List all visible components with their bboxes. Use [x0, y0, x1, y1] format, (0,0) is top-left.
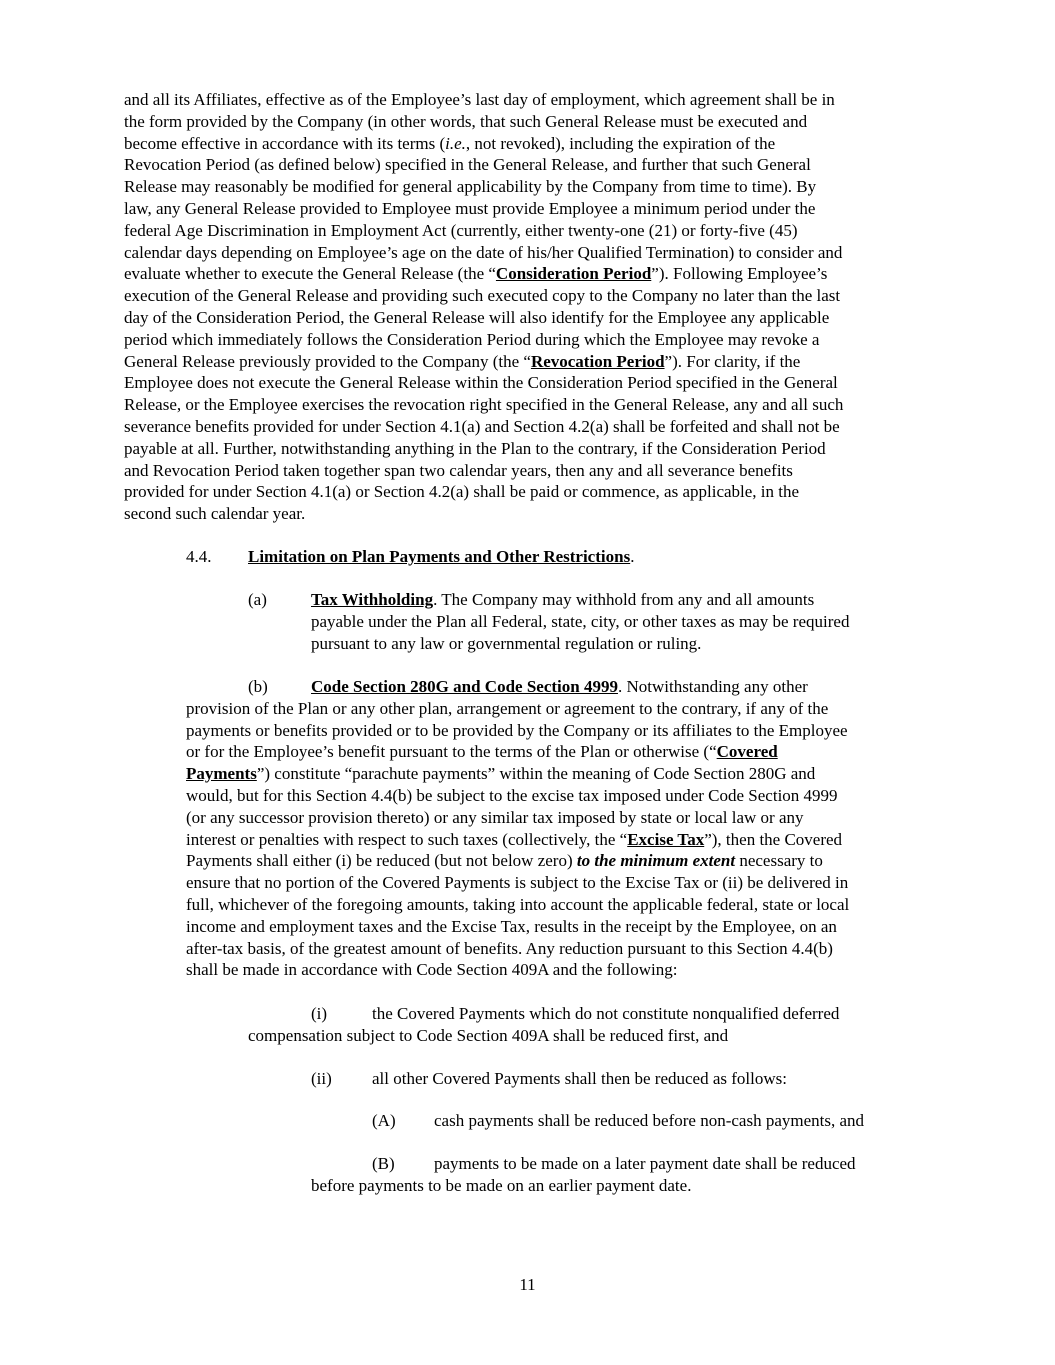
- text-line: [311, 633, 849, 655]
- text-line: [186, 546, 634, 568]
- text-line: [186, 676, 849, 698]
- text-run: . The Company may withhold from any and all amounts: [433, 590, 815, 609]
- text-run: evaluate whether to execute the General Release (the “: [124, 264, 496, 284]
- section-label: (a): [248, 590, 267, 609]
- text-run: General Release previously provided to the Company (the “: [124, 351, 531, 371]
- defined-term: Consideration Period: [495, 264, 652, 284]
- text-line: [124, 198, 843, 220]
- text-line: [186, 763, 849, 785]
- text-line: [124, 503, 843, 525]
- text-line: [186, 959, 849, 981]
- text-line: [311, 1175, 856, 1197]
- subsection-a-tax-withholding: [248, 589, 849, 654]
- text-run: payments to be made on a later payment date shall be reduced: [434, 1154, 856, 1173]
- subsection-b-code-section-280g: [186, 676, 849, 981]
- text-run: interest or penalties with respect to such taxes (collectively, the “: [186, 829, 628, 849]
- section-label: 4.4.: [186, 547, 212, 566]
- text-run: law, any General Release provided to Employee must provide Employee a minimum period under the: [124, 198, 816, 218]
- emphasis-text: to the minimum extent: [576, 851, 736, 871]
- text-line: [124, 438, 843, 460]
- text-run: second such calendar year.: [124, 504, 306, 524]
- text-line: [186, 807, 849, 829]
- text-run: calendar days depending on Employee’s age on the date of his/her Qualified Termination) to consider and: [124, 242, 843, 262]
- text-run: or for the Employee’s benefit pursuant to the terms of the Plan or otherwise (“: [186, 742, 717, 762]
- text-run: all other Covered Payments shall then be reduced as follows:: [372, 1069, 787, 1088]
- text-line: [372, 1110, 864, 1132]
- text-run: shall be made in accordance with Code Section 409A and the following:: [186, 960, 678, 980]
- text-run: ”) constitute “parachute payments” within the meaning of Code Section 280G and: [256, 764, 816, 784]
- section-4-4-heading: [186, 546, 634, 568]
- subsection-body: [311, 589, 849, 654]
- text-line: [248, 1003, 839, 1025]
- text-line: [124, 242, 843, 264]
- text-run: ”). For clarity, if the: [664, 351, 801, 371]
- text-run: would, but for this Section 4.4(b) be subject to the excise tax imposed under Code Section 4999: [186, 785, 838, 805]
- text-run: and Revocation Period taken together span two calendar years, then any and all severance benefits: [124, 460, 793, 480]
- clause-ii: [311, 1068, 787, 1090]
- text-line: [186, 741, 849, 763]
- text-run: necessary to: [735, 851, 823, 871]
- section-label: (A): [372, 1111, 396, 1130]
- clause-A: [372, 1110, 864, 1132]
- text-run: ”), then the Covered: [704, 829, 843, 849]
- text-run: become effective in accordance with its terms (: [124, 133, 446, 153]
- text-line: [124, 481, 843, 503]
- text-line: [186, 850, 849, 872]
- defined-term: Limitation on Plan Payments and Other Restrictions: [248, 547, 631, 566]
- text-run: .: [630, 547, 635, 566]
- page-number: 11: [519, 1275, 536, 1294]
- text-run: the Covered Payments which do not constitute nonqualified deferred: [372, 1004, 840, 1023]
- text-line: [124, 176, 843, 198]
- text-line: [248, 1025, 839, 1047]
- text-run: (or any successor provision thereto) or any similar tax imposed by state or local law or any: [186, 807, 804, 827]
- text-line: [124, 329, 843, 351]
- section-label: (B): [372, 1154, 395, 1173]
- text-line: [186, 829, 849, 851]
- text-run: Revocation Period (as defined below) specified in the General Release, and further that such General: [124, 155, 811, 175]
- text-run: ”). Following Employee’s: [651, 264, 828, 284]
- text-run: provided for under Section 4.1(a) or Section 4.2(a) shall be paid or commence, as applicable, in the: [124, 482, 800, 502]
- text-run: Employee does not execute the General Release within the Consideration Period specified in the General: [124, 373, 838, 393]
- text-line: [186, 894, 849, 916]
- text-run: Release, or the Employee exercises the revocation right specified in the General Release, any and all such: [124, 395, 844, 415]
- text-line: [124, 351, 843, 373]
- text-line: [311, 1153, 856, 1175]
- text-line: [124, 307, 843, 329]
- text-run: day of the Consideration Period, the General Release will also identify for the Employee any applicable: [124, 307, 830, 327]
- text-line: [311, 1068, 787, 1090]
- text-run: payable under the Plan all Federal, state, city, or other taxes as may be required: [311, 611, 850, 631]
- paragraph-general-release: [124, 89, 843, 525]
- section-label: (b): [248, 677, 268, 696]
- text-line: [124, 460, 843, 482]
- clause-i: [248, 1003, 839, 1047]
- text-run: full, whichever of the foregoing amounts, taking into account the applicable federal, state or local: [186, 894, 850, 914]
- text-line: [186, 938, 849, 960]
- section-label: (i): [311, 1004, 328, 1023]
- defined-term: Excise Tax: [627, 829, 705, 849]
- text-line: [186, 916, 849, 938]
- text-line: [124, 89, 843, 111]
- text-run: and all its Affiliates, effective as of the Employee’s last day of employment, which agreement shall be in: [124, 90, 835, 109]
- text-run: provision of the Plan or any other plan, arrangement or agreement to the contrary, if any of the: [186, 698, 829, 718]
- text-run: income and employment taxes and the Excise Tax, results in the receipt by the Employee, on an: [186, 916, 837, 936]
- text-line: [186, 785, 849, 807]
- defined-term: Covered: [716, 742, 778, 762]
- defined-term: Code Section 280G and Code Section 4999: [311, 677, 618, 696]
- text-line: [124, 263, 843, 285]
- text-line: [124, 416, 843, 438]
- text-run: period which immediately follows the Consideration Period during which the Employee may revoke a: [124, 329, 820, 349]
- defined-term: Tax Withholding: [311, 590, 434, 609]
- text-run: federal Age Discrimination in Employment Act (currently, either twenty-one (21) or forty-five (45): [124, 220, 798, 240]
- text-run: compensation subject to Code Section 409A shall be reduced first, and: [248, 1025, 729, 1045]
- clause-B: [311, 1153, 856, 1197]
- emphasis-text: i.e.: [445, 133, 466, 153]
- section-label: (ii): [311, 1069, 332, 1088]
- text-run: . Notwithstanding any other: [617, 677, 808, 696]
- text-line: [124, 133, 843, 155]
- text-line: [186, 720, 849, 742]
- text-run: cash payments shall be reduced before non-cash payments, and: [434, 1111, 865, 1130]
- text-line: [186, 698, 849, 720]
- text-run: payable at all. Further, notwithstanding anything in the Plan to the contrary, if the Consideration Period: [124, 438, 826, 458]
- text-run: pursuant to any law or governmental regulation or ruling.: [311, 633, 702, 653]
- defined-term: Payments: [186, 764, 257, 784]
- text-line: [124, 220, 843, 242]
- text-line: [311, 611, 849, 633]
- text-run: ensure that no portion of the Covered Payments is subject to the Excise Tax or (ii) be delivered in: [186, 873, 849, 893]
- text-run: Payments shall either (i) be reduced (but not below zero): [186, 851, 577, 871]
- text-run: severance benefits provided for under Section 4.1(a) and Section 4.2(a) shall be forfeited and shall not be: [124, 416, 840, 436]
- text-line: [124, 154, 843, 176]
- text-run: , not revoked), including the expiration of the: [465, 133, 776, 153]
- defined-term: Revocation Period: [530, 351, 665, 371]
- text-line: [124, 111, 843, 133]
- text-line: [124, 285, 843, 307]
- text-run: Release may reasonably be modified for general applicability by the Company from time to time). By: [124, 177, 817, 197]
- text-run: payments or benefits provided or to be provided by the Company or its affiliates to the Employee: [186, 720, 848, 740]
- text-line: [311, 589, 849, 611]
- text-line: [186, 872, 849, 894]
- text-line: [124, 394, 843, 416]
- text-run: the form provided by the Company (in other words, that such General Release must be executed and: [124, 111, 808, 131]
- text-line: [124, 372, 843, 394]
- text-run: before payments to be made on an earlier payment date.: [311, 1175, 692, 1195]
- text-run: execution of the General Release and providing such executed copy to the Company no later than the last: [124, 286, 841, 306]
- text-run: after-tax basis, of the greatest amount of benefits. Any reduction pursuant to this Section 4.4(b): [186, 938, 833, 958]
